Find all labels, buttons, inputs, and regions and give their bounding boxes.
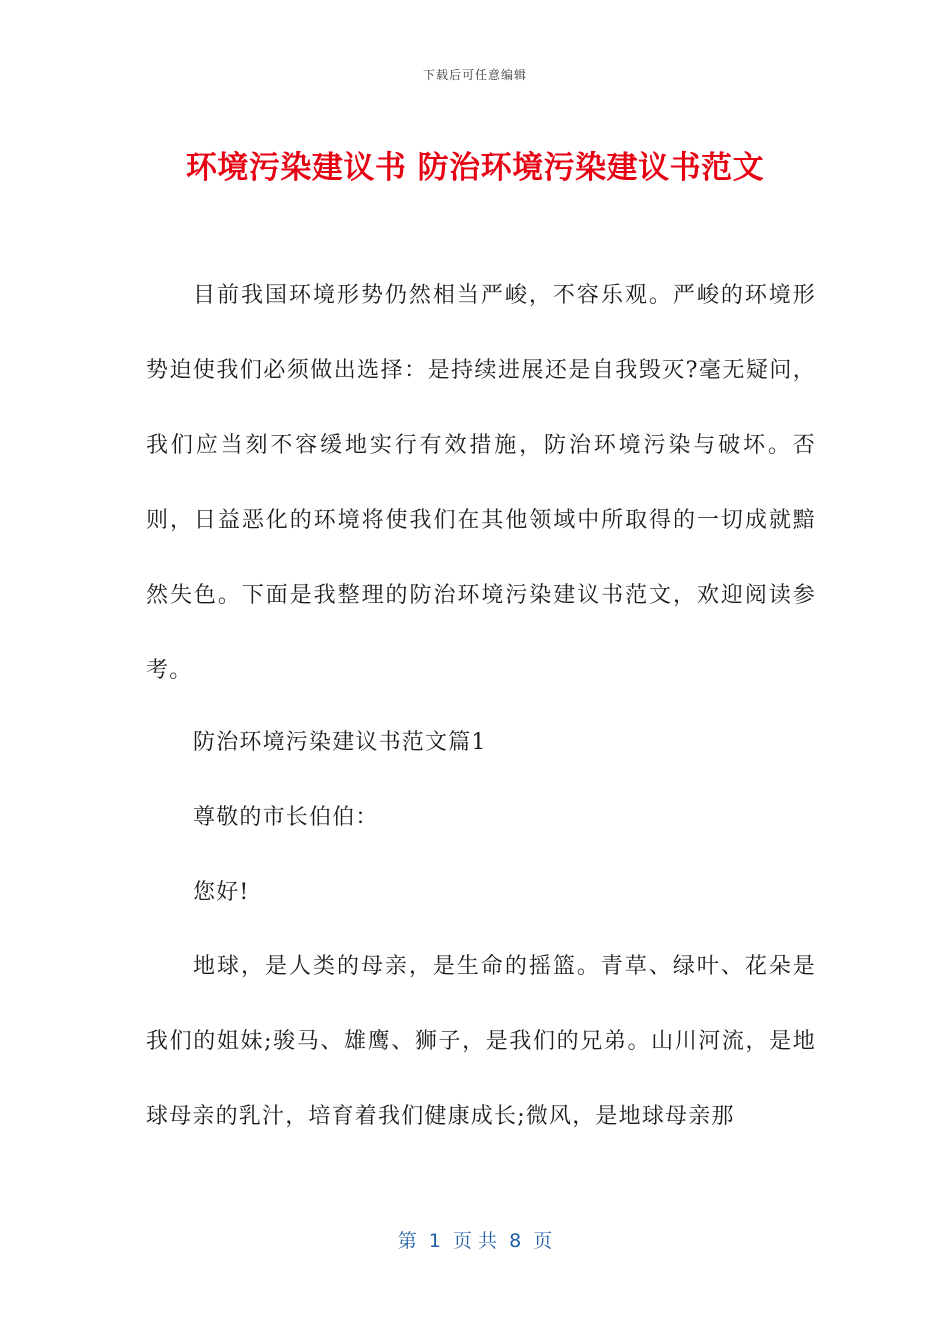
intro-paragraph-block — [146, 258, 816, 708]
page-header-note: 下载后可任意编辑 — [422, 68, 527, 82]
section-heading-block — [146, 705, 816, 780]
intro-paragraph: 目前我国环境形势仍然相当严峻，不容乐观。严峻的环境形势迫使我们必须做出选择：是持续进展还是自我毁灭?毫无疑问，我们应当刻不容缓地实行有效措施，防治环境污染与破坏。否则，日益恶化的环境将使我们在其他领域中所取得的一切成就黯然失色。下面是我整理的防治环境污染建议书范文，欢迎阅读参考。 — [146, 283, 816, 683]
document-title: 环境污染建议书 防治环境污染建议书范文 — [185, 150, 765, 186]
paragraph-2-block — [146, 929, 816, 1154]
salutation: 尊敬的市长伯伯： — [193, 805, 379, 830]
greeting-block — [146, 855, 816, 930]
page-number-footer: 第 1 页 共 8 页 — [397, 1230, 553, 1252]
salutation-block — [146, 780, 816, 855]
paragraph-2: 地球，是人类的母亲，是生命的摇篮。青草、绿叶、花朵是我们的姐妹;骏马、雄鹰、狮子，是我们的兄弟。山川河流，是地球母亲的乳汁，培育着我们健康成长;微风，是地球母亲那 — [146, 954, 816, 1129]
section-heading: 防治环境污染建议书范文篇1 — [193, 730, 487, 755]
greeting: 您好! — [193, 880, 250, 905]
